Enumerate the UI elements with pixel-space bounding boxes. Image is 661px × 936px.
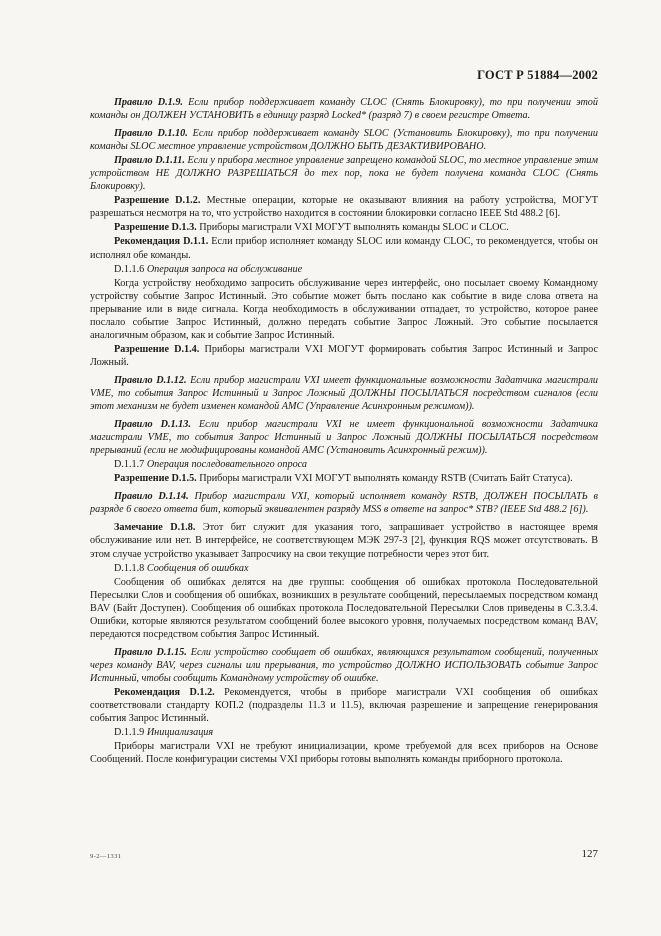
paragraph-label: Правило D.1.11. — [114, 155, 185, 167]
note-paragraph — [90, 521, 598, 560]
rule-paragraph — [90, 154, 598, 193]
paragraph-text: Сообщения об ошибках делятся на две группы: сообщения об ошибках протокола Последовательной Пересылки Слов и сообщения об ошибках, возникших в результате сообщений, пересылаемых посредством команд BAV (Байт Доступен). Сообщения об ошибках протокола Последовательной Пересылки Слов приведены в С.3.3.4. Ошибки, которые являются результатом сообщений более высокого уровня, получаемых посредством команд BAV, передаются посредством события Запрос Истинный. — [90, 576, 598, 640]
paragraph-label: Правило D.1.9. — [114, 97, 183, 108]
section-number: D.1.1.8 — [114, 562, 145, 574]
page-number: 127 — [581, 848, 598, 860]
section-heading — [90, 726, 598, 739]
paragraph-text: Если прибор магистрали VXI не имеет функциональной возможности Задатчика магистрали VME, то события Запрос Истинный и Запрос Ложный ДОЛЖНЫ ПОСЫЛАТЬСЯ посредством прерываний (если не модифицированы командой AMC (Установить Асинхронный режим)). — [90, 419, 598, 457]
rule-paragraph — [90, 96, 598, 122]
paragraph-text: Если устройство сообщает об ошибках, являющихся результатом сообщений, полученных через команду BAV, через сигналы или прерывания, то устройство ДОЛЖНО ИСПОЛЬЗОВАТЬ событие Запрос Истинный, чтобы сообщить Командному устройству об ошибке. — [90, 646, 598, 684]
print-code: 9-2—1331 — [90, 853, 122, 860]
rule-paragraph — [90, 418, 598, 457]
paragraph-text: Этот бит служит для указания того, запрашивает устройство в настоящее время обслуживание или нет. В интерфейсе, не соответствующем МЭК 297-3 [2], функция RQS может отсутствовать. В этом случае устройство указывает Запросчику на свои текущие потребности через этот бит. — [90, 522, 598, 560]
standard-header: ГОСТ Р 51884—2002 — [477, 68, 598, 82]
permission-paragraph — [90, 472, 598, 485]
paragraph-label: Правило D.1.14. — [114, 491, 189, 503]
section-number: D.1.1.7 — [114, 459, 145, 471]
body-paragraph — [90, 576, 598, 641]
paragraph-label: Правило D.1.10. — [114, 128, 188, 140]
section-title: Инициализация — [146, 727, 214, 739]
paragraph-text: Местные операции, которые не оказывают влияния на работу устройства, МОГУТ разрешаться несмотря на то, что устройство находится в состоянии блокировки согласно IEEE Std 488.2 [6]. — [90, 195, 599, 220]
permission-paragraph — [90, 343, 598, 369]
paragraph-label: Разрешение D.1.4. — [114, 343, 200, 355]
paragraph-label: Разрешение D.1.2. — [114, 195, 201, 207]
recommendation-paragraph — [90, 235, 598, 261]
paragraph-text: Приборы магистрали VXI не требуют инициализации, кроме требуемой для всех приборов на Основе Сообщений. После конфигурации системы VXI приборы готовы выполнять команды приборного протокола. — [90, 741, 598, 766]
paragraph-label: Разрешение D.1.3. — [114, 222, 197, 234]
section-number: D.1.1.9 — [114, 727, 145, 739]
body-paragraph — [90, 740, 598, 766]
paragraph-text: Приборы магистрали VXI МОГУТ формировать события Запрос Истинный и Запрос Ложный. — [90, 343, 598, 368]
paragraph-text: Если прибор исполняет команду SLOC или команду CLOC, то рекомендуется, чтобы он исполнял обе команды. — [90, 236, 598, 261]
paragraph-text: Приборы магистрали VXI МОГУТ выполнять команду RSTB (Считать Байт Статуса). — [196, 473, 573, 485]
paragraph-label: Разрешение D.1.5. — [114, 473, 197, 485]
permission-paragraph — [90, 221, 598, 234]
paragraph-text: Приборы магистрали VXI МОГУТ выполнять команды SLOC и CLOC. — [196, 222, 509, 234]
section-number: D.1.1.6 — [114, 263, 145, 275]
paragraph-text: Рекомендуется, чтобы в приборе магистрали VXI сообщения об ошибках соответствовали стандарту КОП.2 (подразделы 11.3 и 11.5), включая разрешение и запрещение генерирования события Запрос Истинный. — [90, 686, 598, 725]
section-heading — [90, 458, 598, 471]
rule-paragraph — [90, 127, 598, 153]
rule-paragraph — [90, 374, 598, 413]
body-paragraph — [90, 277, 598, 342]
rule-paragraph — [90, 646, 598, 685]
permission-paragraph — [90, 194, 598, 220]
rule-paragraph — [90, 490, 598, 516]
paragraph-label: Замечание D.1.8. — [114, 522, 196, 534]
paragraph-label: Рекомендация D.1.2. — [114, 686, 215, 698]
paragraph-label: Рекомендация D.1.1. — [114, 236, 209, 248]
section-heading — [90, 562, 598, 575]
paragraph-text: Если прибор поддерживает команду SLOC (Установить Блокировку), то при получении команды SLOC местное управление устройством ДОЛЖНО БЫТЬ ДЕЗАКТИВИРОВАНО. — [90, 128, 598, 153]
paragraph-text: Прибор магистрали VXI, который исполняет команду RSTB, ДОЛЖЕН ПОСЫЛАТЬ в разряде 6 своего ответа бит, который эквивалентен разряду MSS в ответе на запрос* STB? (IEEE Std 488.2 [6]). — [90, 491, 598, 516]
document-body — [90, 96, 598, 767]
paragraph-label: Правило D.1.13. — [114, 419, 191, 431]
paragraph-text: Когда устройству необходимо запросить обслуживание через интерфейс, оно посылает своему Командному устройству событие Запрос Истинный. Это событие может быть послано как событие в виде слова ответа на прерывание или в виде сигнала. Когда необходимость в обслуживании отпадает, то устройство, которое ранее послало событие Запрос Истинный, должно передать событие Запрос Ложный. Это событие посылается аналогичным образом, как и событие Запрос Истинный. — [90, 277, 598, 341]
section-heading — [90, 263, 598, 276]
section-title: Операция запроса на обслуживание — [146, 263, 303, 275]
recommendation-paragraph — [90, 686, 598, 725]
paragraph-label: Правило D.1.12. — [114, 374, 187, 386]
paragraph-text: Если прибор магистрали VXI имеет функциональные возможности Задатчика магистрали VME, то события Запрос Истинный и Запрос Ложный ДОЛЖНЫ ПОСЫЛАТЬСЯ посредством сигналов (если этот механизм не будет изменен командой AMC (Управление Асинхронным режимом)). — [90, 374, 598, 413]
paragraph-text: Если у прибора местное управление запрещено командой SLOC, то местное управление этим устройством НЕ ДОЛЖНО РАЗРЕШАТЬСЯ до тех пор, пока не будет получена команда CLOC (Снять Блокировку). — [90, 155, 598, 193]
paragraph-label: Правило D.1.15. — [114, 646, 187, 658]
paragraph-text: Если прибор поддерживает команду CLOC (Снять Блокировку), то при получении этой команды он ДОЛЖЕН УСТАНОВИТЬ в единицу разряд Locked* (разряд 7) в своем регистре Ответа. — [90, 97, 598, 122]
section-title: Операция последовательного опроса — [146, 459, 308, 471]
section-title: Сообщения об ошибках — [146, 562, 249, 574]
